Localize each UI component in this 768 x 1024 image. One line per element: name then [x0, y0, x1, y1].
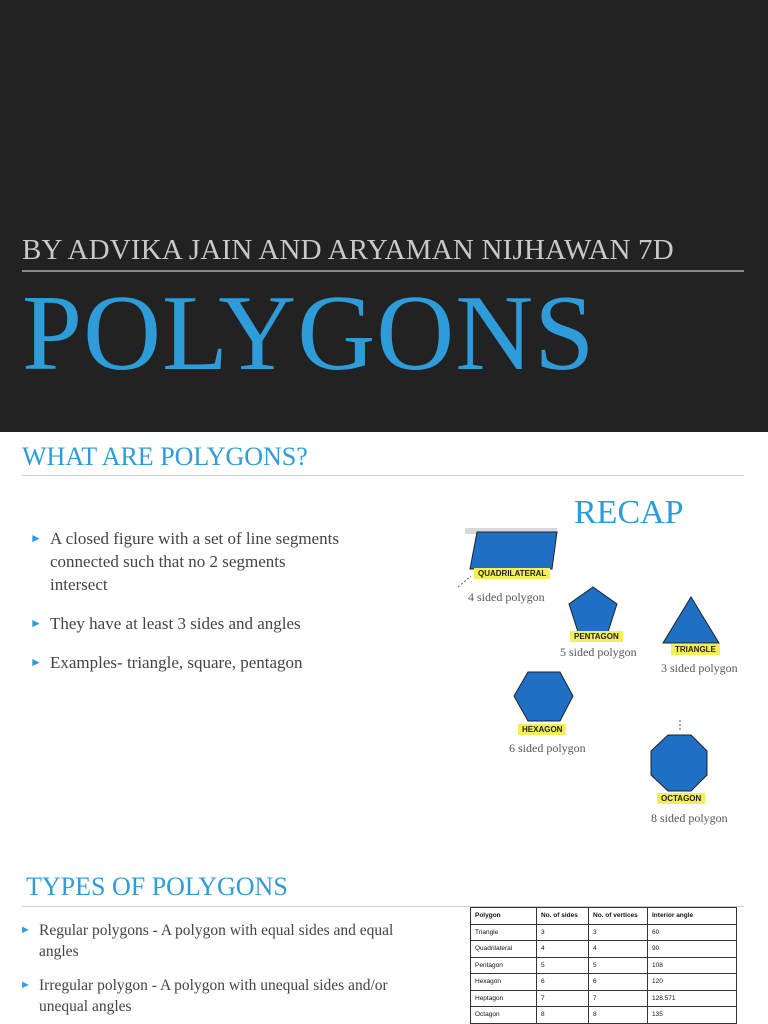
table-cell: Quadrilateral — [471, 941, 537, 958]
column-header: No. of vertices — [589, 908, 648, 925]
bullet-text: Irregular polygon - A polygon with unequal sides and/or unequal angles — [39, 977, 388, 1015]
table-cell: 5 — [537, 957, 589, 974]
bullet-item — [20, 920, 410, 962]
table-cell: Pentagon — [471, 957, 537, 974]
types-of-polygons-slide — [0, 864, 768, 1024]
hexagon-shape — [514, 672, 573, 721]
table-cell: 6 — [537, 974, 589, 991]
table-row — [471, 957, 737, 974]
table-cell: Triangle — [471, 924, 537, 941]
presentation-title: POLYGONS — [22, 274, 596, 393]
author-byline: BY ADVIKA JAIN AND ARYAMAN NIJHAWAN 7D — [22, 234, 674, 266]
table-cell: Heptagon — [471, 990, 537, 1007]
bullet-arrow-icon: ► — [30, 531, 42, 545]
triangle-tag: TRIANGLE — [671, 644, 720, 655]
column-header: Interior angle — [648, 908, 737, 925]
table-row — [471, 1007, 737, 1024]
column-header: No. of sides — [537, 908, 589, 925]
quadrilateral-tag: QUADRILATERAL — [474, 568, 550, 579]
title-slide — [0, 0, 768, 432]
title-divider — [22, 270, 744, 272]
table-cell: 128.571 — [648, 990, 737, 1007]
octagon-caption: 8 sided polygon — [651, 811, 728, 825]
table-cell: 90 — [648, 941, 737, 958]
bullet-text: They have at least 3 sides and angles — [50, 614, 301, 633]
table-cell: 60 — [648, 924, 737, 941]
table-cell: Octagon — [471, 1007, 537, 1024]
triangle-shape — [663, 597, 719, 643]
types-list — [20, 920, 410, 1024]
table-cell: 8 — [589, 1007, 648, 1024]
table-cell: 3 — [589, 924, 648, 941]
table-cell: 5 — [589, 957, 648, 974]
polygon-table — [470, 907, 737, 1024]
slide-title: TYPES OF POLYGONS — [26, 872, 288, 901]
table-row — [471, 990, 737, 1007]
table-cell: 6 — [589, 974, 648, 991]
table-cell: Hexagon — [471, 974, 537, 991]
octagon-shape — [651, 735, 707, 791]
hexagon-tag: HEXAGON — [518, 724, 566, 735]
octagon-tag: OCTAGON — [657, 793, 705, 804]
quadrilateral-shape — [470, 532, 557, 569]
triangle-caption: 3 sided polygon — [661, 661, 738, 675]
pentagon-caption: 5 sided polygon — [560, 645, 637, 659]
table-cell: 7 — [589, 990, 648, 1007]
quadrilateral-caption: 4 sided polygon — [468, 590, 545, 604]
table-row — [471, 974, 737, 991]
polygon-shapes — [0, 432, 768, 864]
bullet-arrow-icon: ► — [30, 616, 42, 630]
pentagon-shape — [569, 587, 617, 632]
hexagon-caption: 6 sided polygon — [509, 741, 586, 755]
table-cell: 4 — [589, 941, 648, 958]
table-cell: 108 — [648, 957, 737, 974]
table-cell: 8 — [537, 1007, 589, 1024]
bullet-arrow-icon: ► — [30, 655, 42, 669]
bullet-text: Examples- triangle, square, pentagon — [50, 653, 303, 672]
recap-heading: RECAP — [574, 494, 684, 531]
column-header: Polygon — [471, 908, 537, 925]
table-cell: 7 — [537, 990, 589, 1007]
bullet-item — [20, 975, 410, 1017]
table-row — [471, 924, 737, 941]
what-are-polygons-slide — [0, 432, 768, 864]
bullet-arrow-icon: ► — [20, 979, 31, 991]
bullet-text: A closed figure with a set of line segments connected such that no 2 segments intersect — [50, 529, 339, 594]
pentagon-tag: PENTAGON — [570, 631, 623, 642]
slide-title: WHAT ARE POLYGONS? — [22, 442, 308, 471]
table-cell: 135 — [648, 1007, 737, 1024]
bullet-text: Regular polygons - A polygon with equal sides and equal angles — [39, 922, 394, 960]
bullet-arrow-icon: ► — [20, 924, 31, 936]
table-header-row — [471, 908, 737, 925]
table-cell: 4 — [537, 941, 589, 958]
table-row — [471, 941, 737, 958]
table-cell: 120 — [648, 974, 737, 991]
pointer-line — [458, 576, 471, 587]
table-cell: 3 — [537, 924, 589, 941]
